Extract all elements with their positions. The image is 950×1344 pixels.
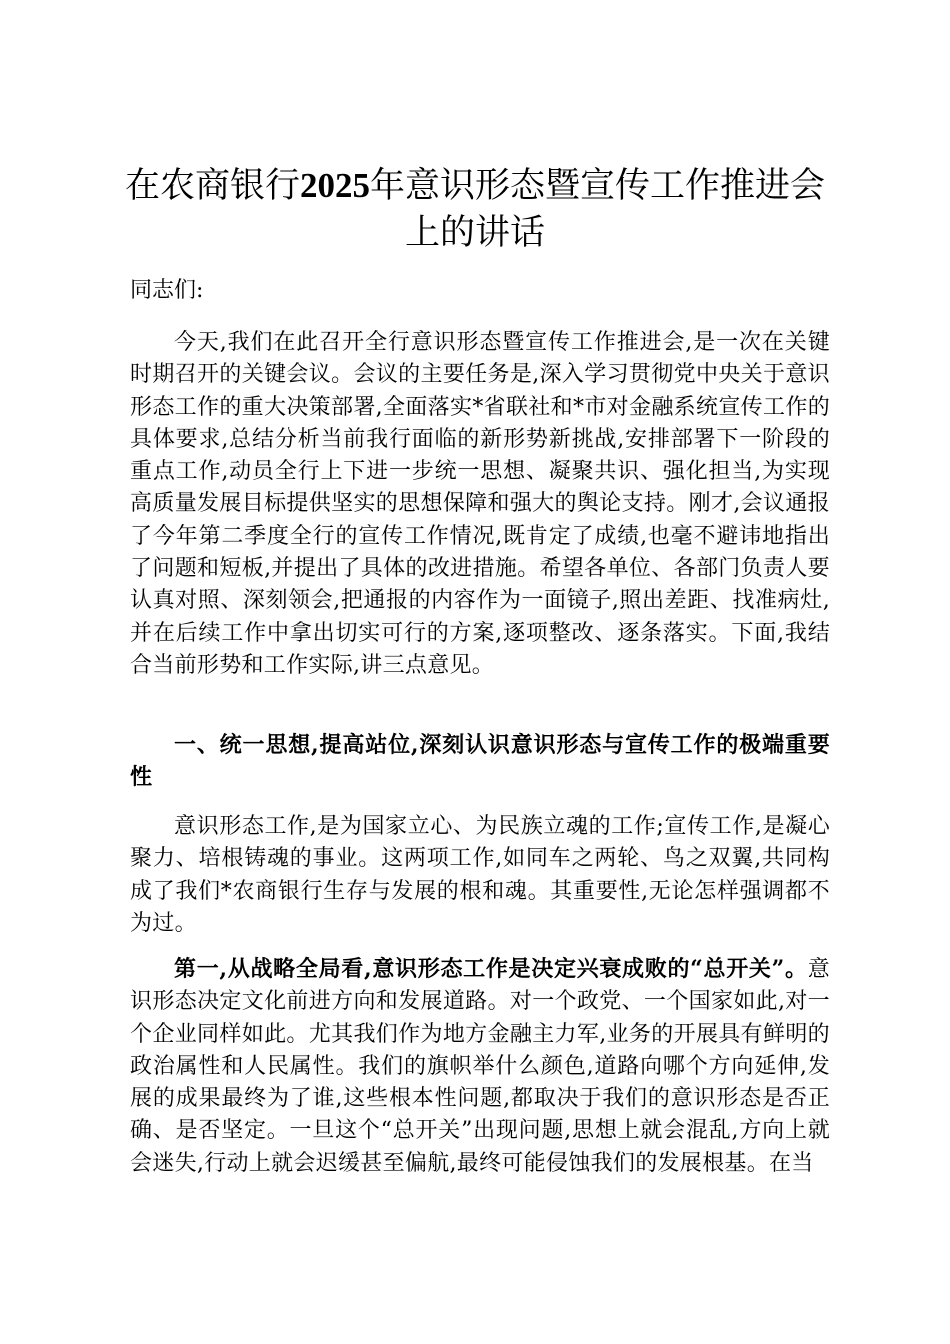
paragraph-intro: 今天,我们在此召开全行意识形态暨宣传工作推进会,是一次在关键时期召开的关键会议。会议的主要任务是,深入学习贯彻党中央关于意识形态工作的重大决策部署,全面落实*省联社和*市对金融系统宣传工作的具体要求,总结分析当前我行面临的新形势新挑战,安排部署下一阶段的重点工作,动员全行上下进一步统一思想、凝聚共识、强化担当,为实现高质量发展目标提供坚实的思想保障和强大的舆论支持。刚才,会议通报了今年第二季度全行的宣传工作情况,既肯定了成绩,也毫不避讳地指出了问题和短板,并提出了具体的改进措施。希望各单位、各部门负责人要认真对照、深刻领会,把通报的内容作为一面镜子,照出差距、找准病灶,并在后续工作中拿出切实可行的方案,逐项整改、逐条落实。下面,我结合当前形势和工作实际,讲三点意见。 [130,330,830,678]
title-text-part1: 在农商银行 [124,166,300,206]
document-title [110,162,840,257]
salutation: 同志们: [130,278,204,303]
title-year: 2025 [300,166,370,205]
point-1-lead: 第一,从战略全局看,意识形态工作是决定兴衰成败的“总开关”。 [174,956,808,982]
section-heading-1: 一、统一思想,提高站位,深刻认识意识形态与宣传工作的极端重要性 [130,732,830,791]
title-text-part2: 年意识形态暨宣传工作推进会上的讲话 [370,166,826,253]
point-1-body: 意识形态决定文化前进方向和发展道路。对一个政党、一个国家如此,对一个企业同样如此。尤其我们作为地方金融主力军,业务的开展具有鲜明的政治属性和人民属性。我们的旗帜举什么颜色,道路向哪个方向延伸,发展的成果最终为了谁,这些根本性问题,都取决于我们的意识形态是否正确、是否坚定。一旦这个“总开关”出现问题,思想上就会混乱,方向上就会迷失,行动上就会迟缓甚至偏航,最终可能侵蚀我们的发展根基。在当 [130,957,830,1176]
paragraph-point-1 [130,953,830,1180]
paragraph-section1-intro: 意识形态工作,是为国家立心、为民族立魂的工作;宣传工作,是凝心聚力、培根铸魂的事业。这两项工作,如同车之两轮、鸟之双翼,共同构成了我们*农商银行生存与发展的根和魂。其重要性,无论怎样强调都不为过。 [130,814,830,936]
